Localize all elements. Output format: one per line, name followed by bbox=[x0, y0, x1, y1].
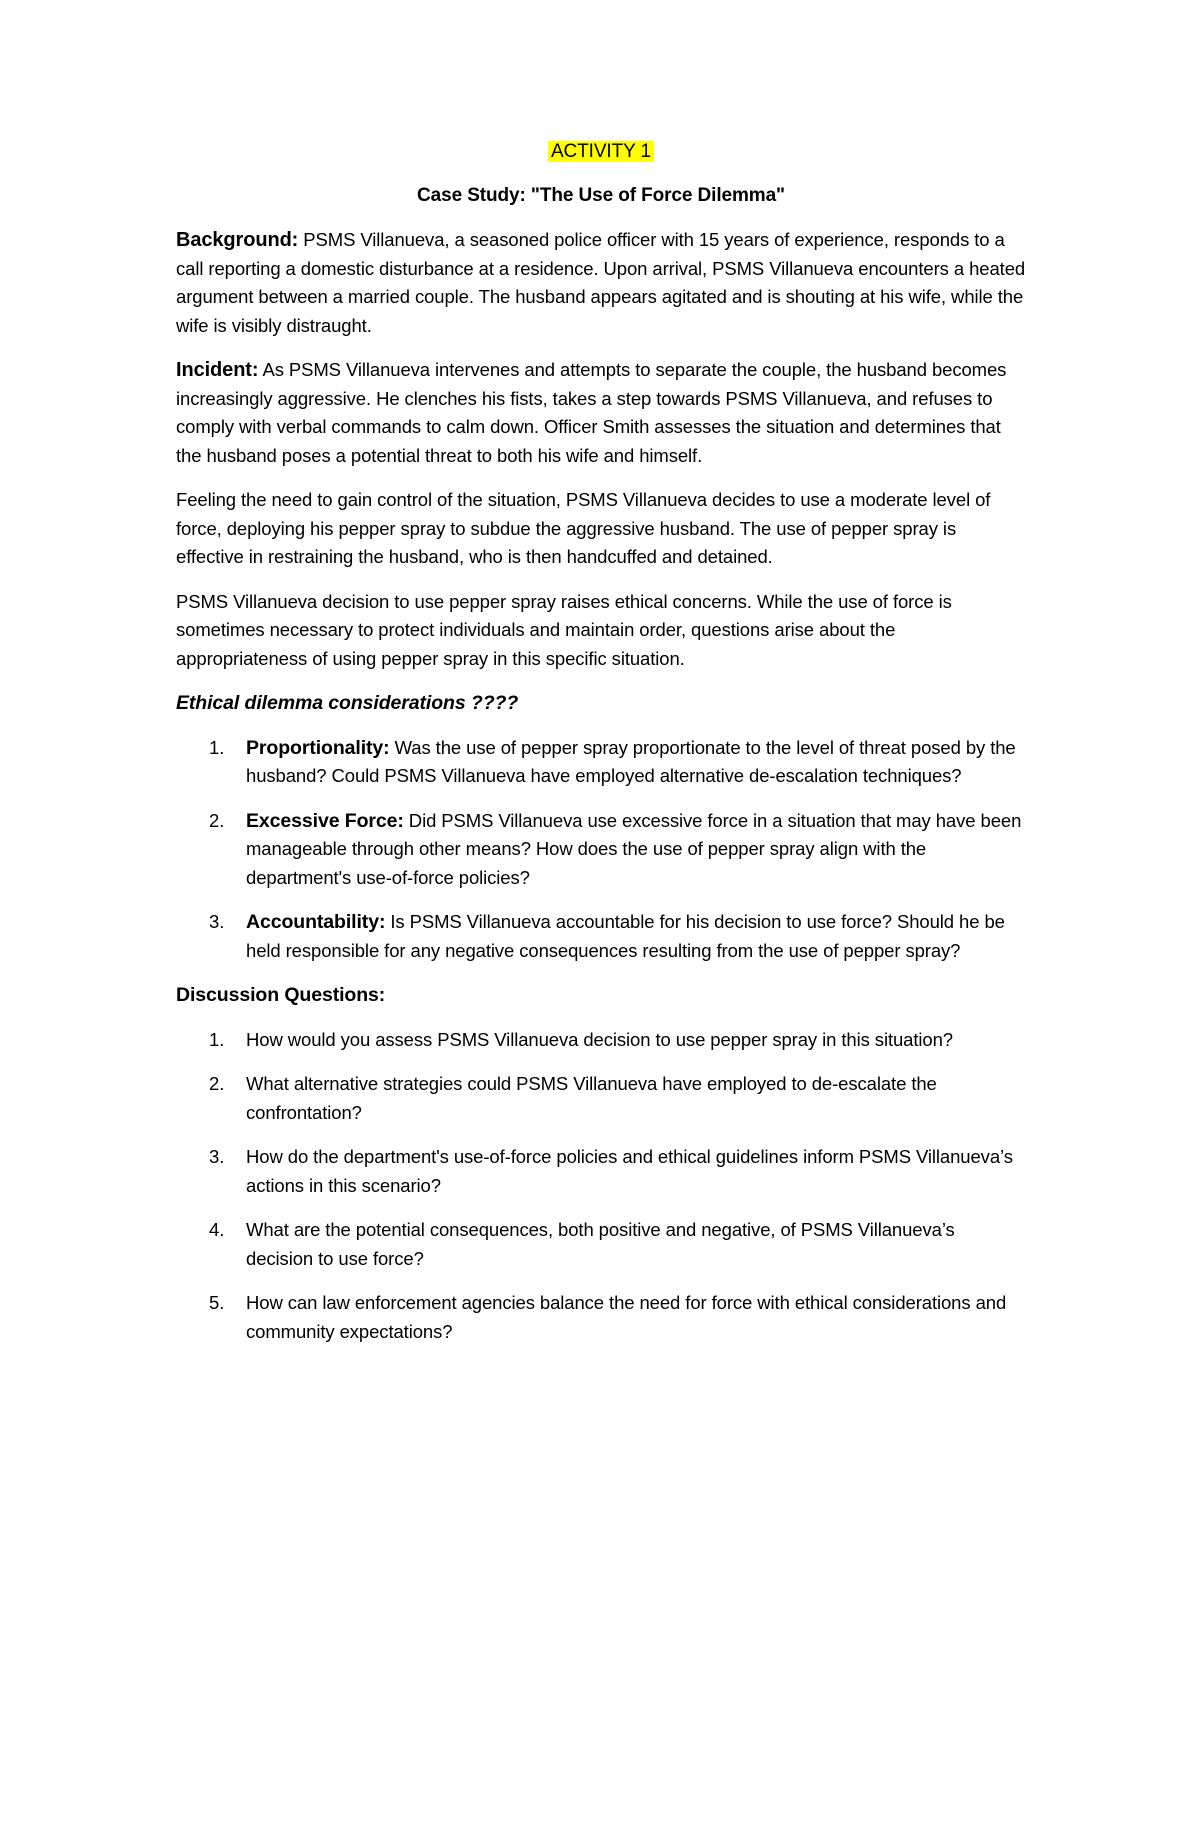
background-label: Background: bbox=[176, 229, 299, 251]
activity-label-highlighted: ACTIVITY 1 bbox=[548, 141, 654, 162]
background-paragraph bbox=[176, 226, 1026, 340]
list-number: 1. bbox=[209, 736, 225, 758]
consideration-text: Is PSMS Villanueva accountable for his decision to use force? Should he be held responsible for any negative consequences resulting from the use of pepper spray? bbox=[246, 911, 1005, 961]
question-text: How would you assess PSMS Villanueva decision to use pepper spray in this situation? bbox=[246, 1028, 953, 1050]
consideration-term: Excessive Force: bbox=[246, 809, 404, 832]
case-study-title: Case Study: "The Use of Force Dilemma" bbox=[417, 185, 785, 206]
question-text: How can law enforcement agencies balance the need for force with ethical considerations and community expectations? bbox=[246, 1292, 1007, 1342]
list-item bbox=[176, 908, 1026, 965]
list-item bbox=[176, 1070, 1026, 1127]
questions-list bbox=[176, 1026, 1026, 1347]
considerations-list bbox=[176, 734, 1026, 966]
consideration-text: Did PSMS Villanueva use excessive force in a situation that may have been manageable through other means? How does the use of pepper spray align with the department's use-of-force policies? bbox=[246, 809, 1022, 888]
list-number: 1. bbox=[209, 1028, 225, 1050]
list-number: 2. bbox=[209, 1073, 225, 1094]
background-text: PSMS Villanueva, a seasoned police officer with 15 years of experience, responds to a call reporting a domestic disturbance at a residence. Upon arrival, PSMS Villanueva encounters a heated argument between a married couple. The husband appears agitated and is shouting at his wife, while the wife is visibly distraught. bbox=[176, 229, 1026, 336]
list-item bbox=[176, 1216, 1026, 1273]
list-item bbox=[176, 807, 1026, 893]
consideration-text: Was the use of pepper spray proportionate to the level of threat posed by the husband? Could PSMS Villanueva have employed alternative de-escalation techniques? bbox=[246, 736, 1016, 786]
question-text: What alternative strategies could PSMS Villanueva have employed to de-escalate the confrontation? bbox=[246, 1073, 937, 1123]
list-number: 3. bbox=[209, 911, 225, 932]
question-text: How do the department's use-of-force policies and ethical guidelines inform PSMS Villanueva’s actions in this scenario? bbox=[246, 1146, 1013, 1196]
incident-paragraph bbox=[176, 356, 1026, 470]
list-number: 3. bbox=[209, 1146, 225, 1167]
consideration-term: Proportionality: bbox=[246, 736, 390, 759]
consideration-term: Accountability: bbox=[246, 911, 386, 933]
list-item bbox=[176, 1143, 1026, 1200]
concerns-paragraph: PSMS Villanueva decision to use pepper spray raises ethical concerns. While the use of force is sometimes necessary to protect individuals and maintain order, questions arise about the appropriateness of using pepper spray in this specific situation. bbox=[176, 590, 952, 669]
list-item bbox=[176, 1026, 1026, 1055]
question-text: What are the potential consequences, both positive and negative, of PSMS Villanueva’s decision to use force? bbox=[246, 1219, 955, 1269]
incident-label: Incident: bbox=[176, 359, 259, 381]
force-paragraph: Feeling the need to gain control of the situation, PSMS Villanueva decides to use a moderate level of force, deploying his pepper spray to subdue the aggressive husband. The use of pepper spray is effective in restraining the husband, who is then handcuffed and detained. bbox=[176, 489, 991, 567]
list-number: 5. bbox=[209, 1292, 225, 1313]
list-number: 2. bbox=[209, 809, 225, 831]
incident-text: As PSMS Villanueva intervenes and attempts to separate the couple, the husband becomes increasingly aggressive. He clenches his fists, takes a step towards PSMS Villanueva, and refuses to comply with verbal commands to calm down. Officer Smith assesses the situation and determines that the husband poses a potential threat to both his wife and himself. bbox=[176, 359, 1007, 466]
activity-heading bbox=[176, 138, 1026, 166]
discussion-questions-heading: Discussion Questions: bbox=[176, 984, 386, 1006]
list-item bbox=[176, 1289, 1026, 1346]
ethical-considerations-heading: Ethical dilemma considerations ???? bbox=[176, 692, 519, 714]
document-body bbox=[176, 138, 1026, 1362]
list-item bbox=[176, 734, 1026, 791]
list-number: 4. bbox=[209, 1219, 225, 1240]
